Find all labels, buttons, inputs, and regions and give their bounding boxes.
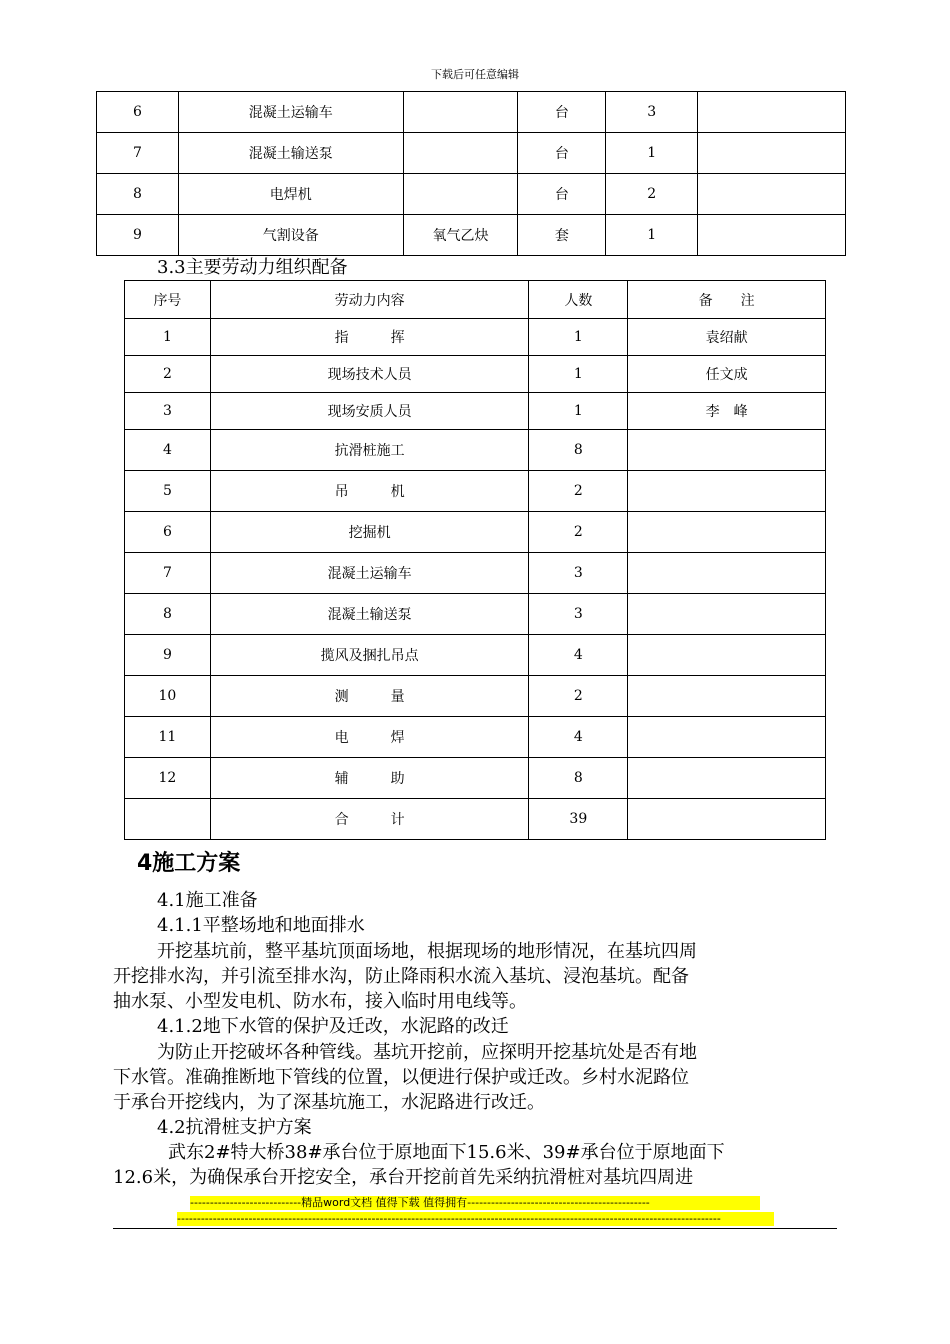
paragraph-line: 为防止开挖破坏各种管线。基坑开挖前，应探明开挖基坑处是否有地	[157, 1042, 697, 1063]
labor-row	[125, 512, 826, 553]
labor-cell	[628, 553, 826, 594]
labor-cell: 1	[529, 393, 628, 430]
equipment-cell	[698, 92, 846, 133]
equipment-cell: 台	[518, 92, 606, 133]
equipment-cell	[698, 133, 846, 174]
labor-cell	[628, 717, 826, 758]
labor-table	[124, 280, 826, 840]
labor-cell: 12	[125, 758, 211, 799]
equipment-row	[97, 215, 846, 256]
labor-cell: 混凝土运输车	[210, 553, 529, 594]
equipment-cell: 台	[518, 174, 606, 215]
equipment-row	[97, 174, 846, 215]
labor-cell: 4	[529, 717, 628, 758]
labor-row	[125, 594, 826, 635]
labor-cell: 揽风及捆扎吊点	[210, 635, 529, 676]
heading-4-1: 4.1施工准备	[157, 890, 258, 911]
labor-cell: 电 焊	[210, 717, 529, 758]
labor-cell: 吊 机	[210, 471, 529, 512]
footer-banner-line2: -----------------------------------------------------------------------------------------------------------------------------------------	[177, 1212, 774, 1226]
labor-cell: 1	[125, 319, 211, 356]
labor-cell: 抗滑桩施工	[210, 430, 529, 471]
equipment-row	[97, 133, 846, 174]
equipment-cell: 1	[606, 133, 698, 174]
equipment-cell: 6	[97, 92, 179, 133]
labor-cell: 10	[125, 676, 211, 717]
labor-cell: 1	[529, 356, 628, 393]
labor-row	[125, 356, 826, 393]
labor-cell: 9	[125, 635, 211, 676]
labor-cell	[628, 676, 826, 717]
labor-header-cell: 人数	[529, 281, 628, 319]
labor-row	[125, 676, 826, 717]
labor-cell: 测 量	[210, 676, 529, 717]
equipment-cell: 套	[518, 215, 606, 256]
labor-cell: 混凝土输送泵	[210, 594, 529, 635]
labor-row	[125, 319, 826, 356]
equipment-cell: 1	[606, 215, 698, 256]
equipment-cell	[698, 215, 846, 256]
labor-cell: 2	[529, 512, 628, 553]
heading-4-1-1: 4.1.1平整场地和地面排水	[157, 915, 365, 936]
equipment-row	[97, 92, 846, 133]
paragraph-line: 开挖基坑前，整平基坑顶面场地，根据现场的地形情况，在基坑四周	[157, 941, 697, 962]
labor-cell: 4	[529, 635, 628, 676]
labor-header-cell: 备 注	[628, 281, 826, 319]
labor-header-cell: 序号	[125, 281, 211, 319]
labor-section-title: 3.3主要劳动力组织配备	[157, 257, 348, 278]
labor-cell: 3	[529, 594, 628, 635]
labor-cell: 辅 助	[210, 758, 529, 799]
labor-cell: 合 计	[210, 799, 529, 840]
equipment-cell	[698, 174, 846, 215]
labor-cell: 挖掘机	[210, 512, 529, 553]
labor-cell	[628, 430, 826, 471]
labor-cell: 1	[529, 319, 628, 356]
equipment-cell: 台	[518, 133, 606, 174]
labor-row	[125, 553, 826, 594]
labor-cell: 2	[125, 356, 211, 393]
labor-cell: 8	[529, 758, 628, 799]
labor-row	[125, 430, 826, 471]
labor-header-cell: 劳动力内容	[210, 281, 529, 319]
labor-cell	[628, 471, 826, 512]
labor-cell: 袁绍献	[628, 319, 826, 356]
equipment-cell: 3	[606, 92, 698, 133]
equipment-cell: 混凝土输送泵	[178, 133, 403, 174]
labor-row	[125, 758, 826, 799]
paragraph-line: 12.6米，为确保承台开挖安全，承台开挖前首先采纳抗滑桩对基坑四周进	[113, 1167, 694, 1188]
labor-cell: 6	[125, 512, 211, 553]
heading-4-2: 4.2抗滑桩支护方案	[157, 1117, 312, 1138]
equipment-cell: 2	[606, 174, 698, 215]
labor-header-row	[125, 281, 826, 319]
labor-cell: 3	[125, 393, 211, 430]
paragraph-line: 抽水泵、小型发电机、防水布，接入临时用电线等。	[113, 991, 527, 1012]
labor-cell	[628, 512, 826, 553]
labor-row	[125, 799, 826, 840]
paragraph-line: 武东2#特大桥38#承台位于原地面下15.6米、39#承台位于原地面下	[168, 1142, 725, 1163]
labor-row	[125, 393, 826, 430]
equipment-cell: 9	[97, 215, 179, 256]
labor-cell: 39	[529, 799, 628, 840]
labor-cell: 李 峰	[628, 393, 826, 430]
labor-cell: 7	[125, 553, 211, 594]
labor-row	[125, 717, 826, 758]
heading-4-1-2: 4.1.2地下水管的保护及迁改，水泥路的改迁	[157, 1016, 509, 1037]
labor-cell	[125, 799, 211, 840]
paragraph-line: 于承台开挖线内，为了深基坑施工，水泥路进行改迁。	[113, 1092, 545, 1113]
labor-cell: 2	[529, 471, 628, 512]
equipment-cell: 混凝土运输车	[178, 92, 403, 133]
labor-cell	[628, 799, 826, 840]
labor-cell: 现场安质人员	[210, 393, 529, 430]
equipment-cell	[403, 174, 518, 215]
labor-cell: 2	[529, 676, 628, 717]
labor-cell: 8	[125, 594, 211, 635]
labor-cell	[628, 594, 826, 635]
header-note: 下载后可任意编辑	[431, 68, 519, 81]
labor-row	[125, 471, 826, 512]
footer-banner-line1: ----------------------------精品word文档 值得下载 值得拥有----------------------------------------------	[190, 1196, 760, 1210]
equipment-table	[96, 91, 846, 256]
equipment-cell: 电焊机	[178, 174, 403, 215]
paragraph-line: 下水管。准确推断地下管线的位置，以便进行保护或迁改。乡村水泥路位	[113, 1067, 689, 1088]
section-4-title: 4施工方案	[137, 851, 241, 876]
equipment-cell: 7	[97, 133, 179, 174]
labor-cell	[628, 758, 826, 799]
labor-cell: 任文成	[628, 356, 826, 393]
labor-cell	[628, 635, 826, 676]
labor-cell: 3	[529, 553, 628, 594]
labor-cell: 指 挥	[210, 319, 529, 356]
equipment-cell: 氧气乙炔	[403, 215, 518, 256]
labor-row	[125, 635, 826, 676]
labor-cell: 11	[125, 717, 211, 758]
labor-cell: 5	[125, 471, 211, 512]
labor-cell: 4	[125, 430, 211, 471]
labor-cell: 现场技术人员	[210, 356, 529, 393]
paragraph-line: 开挖排水沟，并引流至排水沟，防止降雨积水流入基坑、浸泡基坑。配备	[113, 966, 689, 987]
equipment-cell: 8	[97, 174, 179, 215]
equipment-cell: 气割设备	[178, 215, 403, 256]
footer-divider	[113, 1228, 837, 1229]
labor-cell: 8	[529, 430, 628, 471]
equipment-cell	[403, 92, 518, 133]
equipment-cell	[403, 133, 518, 174]
